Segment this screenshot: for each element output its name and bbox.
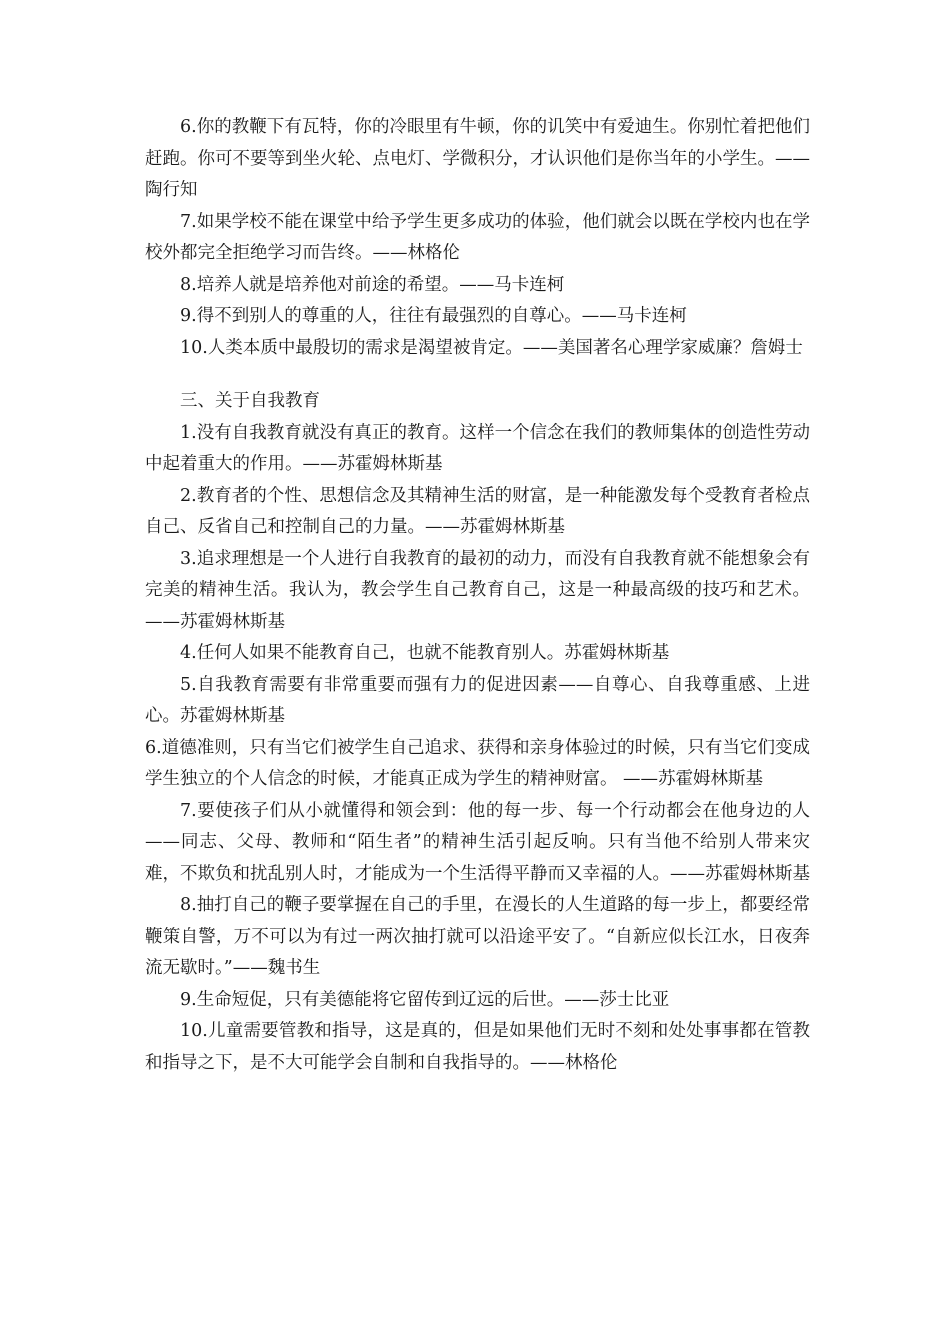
quote-paragraph: 9.生命短促，只有美德能将它留传到辽远的后世。——莎士比亚 [180,989,670,1010]
quote-paragraph: 1.没有自我教育就没有真正的教育。这样一个信念在我们的教师集体的创造性劳动中起着重大的作用。——苏霍姆林斯基 [145,422,810,474]
quote-paragraph: 3.追求理想是一个人进行自我教育的最初的动力，而没有自我教育就不能想象会有完美的精神生活。我认为，教会学生自己教育自己，这是一种最高级的技巧和艺术。——苏霍姆林斯基 [145,548,810,632]
quote-paragraph: 7.要使孩子们从小就懂得和领会到：他的每一步、每一个行动都会在他身边的人——同志、父母、教师和“陌生者”的精神生活引起反响。只有当他不给别人带来灾难，不欺负和扰乱别人时，才能成为一个生活得平静而又幸福的人。——苏霍姆林斯基 [145,800,810,884]
quote-paragraph: 6.你的教鞭下有瓦特，你的冷眼里有牛顿，你的讥笑中有爱迪生。你别忙着把他们赶跑。你可不要等到坐火轮、点电灯、学微积分，才认识他们是你当年的小学生。——陶行知 [145,117,810,200]
section-heading: 三、关于自我教育 [180,391,320,411]
quote-paragraph: 10.人类本质中最殷切的需求是渴望被肯定。——美国著名心理学家威廉？詹姆士 [180,337,803,358]
quote-paragraph: 8.抽打自己的鞭子要掌握在自己的手里，在漫长的人生道路的每一步上，都要经常鞭策自警，万不可以为有过一两次抽打就可以沿途平安了。“自新应似长江水，日夜奔流无歇时。”——魏书生 [145,895,810,978]
document-page [145,112,810,1079]
quote-paragraph: 5.自我教育需要有非常重要而强有力的促进因素——自尊心、自我尊重感、上进心。苏霍姆林斯基 [145,674,810,726]
quote-paragraph: 10.儿童需要管教和指导，这是真的，但是如果他们无时不刻和处处事事都在管教和指导之下，是不大可能学会自制和自我指导的。——林格伦 [145,1021,810,1073]
quote-paragraph: 9.得不到别人的尊重的人，往往有最强烈的自尊心。——马卡连柯 [180,306,687,326]
quote-paragraph: 4.任何人如果不能教育自己，也就不能教育别人。苏霍姆林斯基 [180,643,670,663]
quote-paragraph: 6.道德准则，只有当它们被学生自己追求、获得和亲身体验过的时候，只有当它们变成学生独立的个人信念的时候，才能真正成为学生的精神财富。 ——苏霍姆林斯基 [145,737,810,789]
quote-paragraph: 2.教育者的个性、思想信念及其精神生活的财富，是一种能激发每个受教育者检点自己、反省自己和控制自己的力量。——苏霍姆林斯基 [145,485,810,537]
quote-paragraph: 7.如果学校不能在课堂中给予学生更多成功的体验，他们就会以既在学校内也在学校外都完全拒绝学习而告终。——林格伦 [145,211,810,263]
quote-paragraph: 8.培养人就是培养他对前途的希望。——马卡连柯 [180,274,565,295]
